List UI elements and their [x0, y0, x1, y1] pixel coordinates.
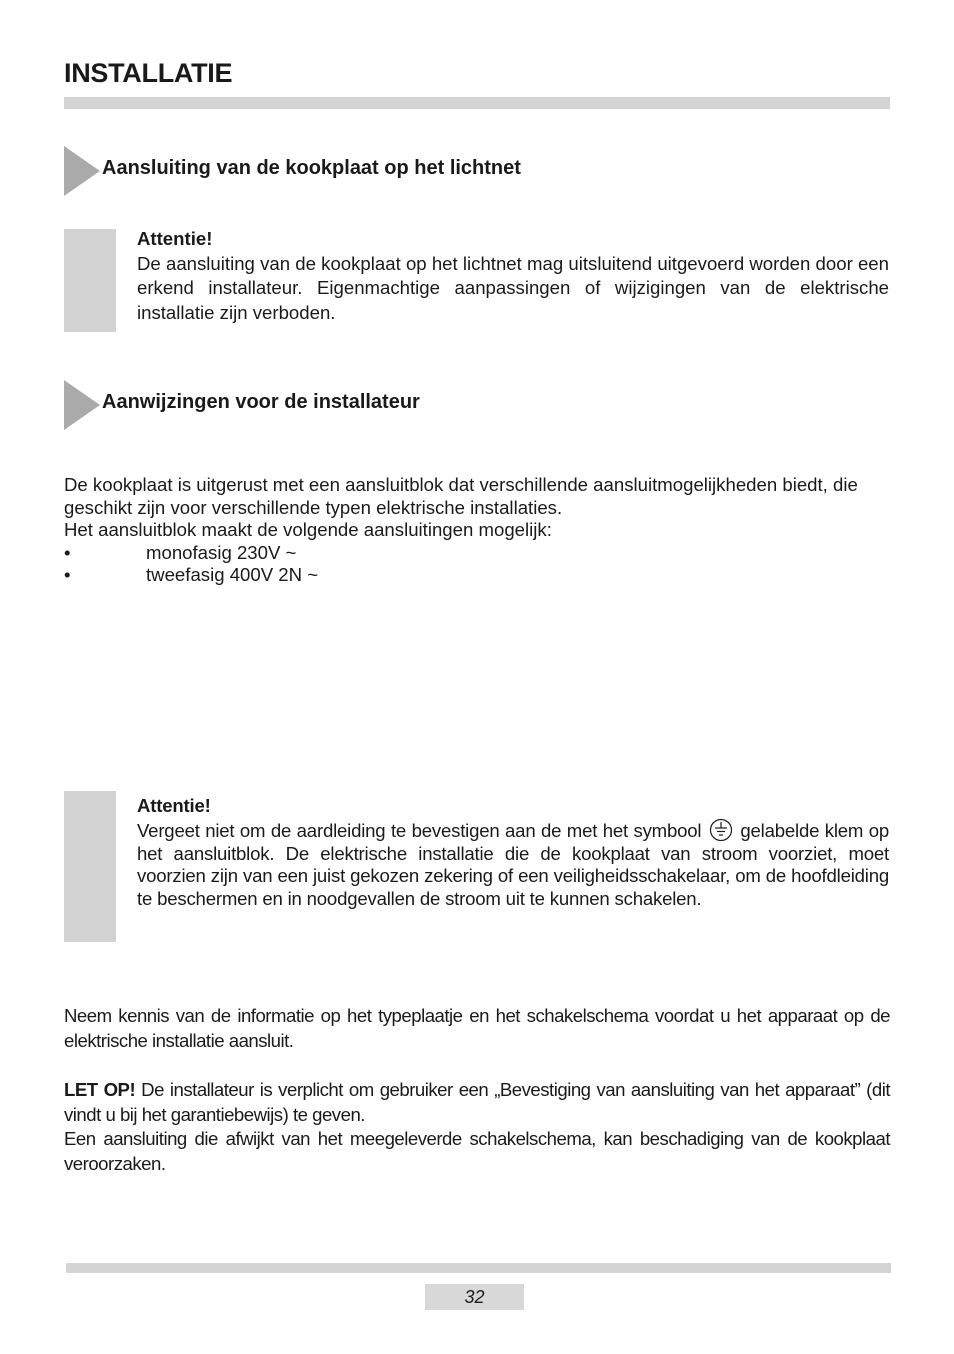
section-heading-text: Aanwijzingen voor de installateur [102, 391, 420, 413]
list-item [64, 564, 890, 587]
warning-paragraph [64, 1078, 890, 1127]
attention-text-end: gelabelde klem op het aansluitblok. De elektrische installatie die de kookplaat van stroom voorziet, moet voorzien zijn van een juist gekozen zekering of een veiligheidsschakelaar, om de hoofdleiding te beschermen en in noodgevallen de stroom uit te kunnen schakelen. [137, 819, 890, 910]
bullet: • [64, 541, 71, 563]
deviation-paragraph: Een aansluiting die afwijkt van het meegeleverde schakelschema, kan beschadiging van de kookplaat veroorzaken. [64, 1128, 890, 1174]
section-heading-text: Aansluiting van de kookplaat op het lichtnet [102, 157, 521, 179]
page-title: INSTALLATIE [64, 58, 233, 88]
attention-text: De aansluiting van de kookplaat op het lichtnet mag uitsluitend uitgevoerd worden door een erkend installateur. Eigenmachtige aanpassingen of wijzigingen van de elektrische installatie zijn verboden. [137, 252, 889, 323]
attention-note-1 [137, 227, 889, 325]
note-bar [64, 791, 116, 942]
section-triangle-icon [64, 380, 100, 430]
bullet: • [64, 564, 71, 585]
list-item-text: monofasig 230V ~ [146, 541, 297, 563]
intro-text [64, 474, 890, 587]
warning-text: De installateur is verplicht om gebruiker een „Bevestiging van aansluiting van het apparaat” (dit vindt u bij het garantiebewijs) te geven. [64, 1079, 890, 1125]
attention-label: Attentie! [137, 795, 211, 816]
note-bar [64, 229, 116, 332]
intro-connections-line: Het aansluitblok maakt de volgende aansluitingen mogelijk: [64, 519, 552, 540]
section-triangle-icon [64, 146, 100, 196]
footer-rule [66, 1263, 891, 1273]
attention-text-start: Vergeet niet om de aardleiding te bevestigen aan de met het symbool [137, 819, 702, 841]
warning-label: LET OP! [64, 1079, 136, 1100]
attention-label: Attentie! [137, 228, 213, 249]
ground-icon [709, 818, 733, 842]
info-paragraph: Neem kennis van de informatie op het typeplaatje en het schakelschema voordat u het apparaat op de elektrische installatie aansluit. [64, 1005, 890, 1051]
title-rule [64, 97, 890, 109]
attention-note-2 [137, 795, 889, 911]
section-heading-installer [64, 380, 894, 430]
list-item [64, 542, 890, 565]
intro-paragraph: De kookplaat is uitgerust met een aansluitblok dat verschillende aansluitmogelijkheden biedt, die geschikt zijn voor verschillende typen elektrische installaties. [64, 474, 858, 518]
section-heading-connection [64, 146, 894, 196]
list-item-text: tweefasig 400V 2N ~ [146, 564, 319, 585]
page-number: 32 [425, 1284, 524, 1310]
